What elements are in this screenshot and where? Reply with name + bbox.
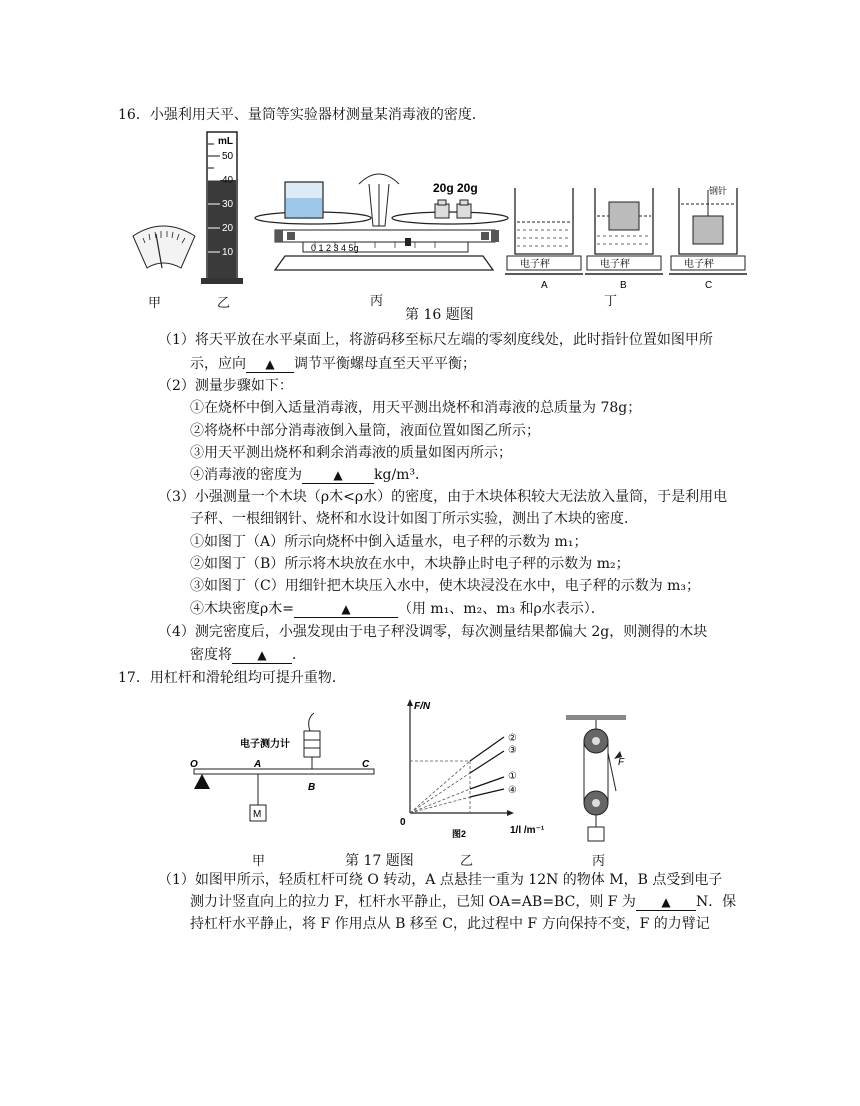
q16-p4a: （4）测完密度后，小强发现由于电子秤没调零，每次测量结果都偏大 2g，则测得的木块 — [158, 624, 708, 640]
graduated-cylinder — [201, 132, 243, 284]
q17-p1a: （1）如图甲所示，轻质杠杆可绕 O 转动，A 点悬挂一重为 12N 的物体 M，B 点受到电子 — [158, 872, 723, 888]
q16-p2: （2）测量步骤如下： — [158, 378, 293, 394]
q16-p3b: 子秤、一根细钢针、烧杯和水设计如图丁所示实验，测出了木块的密度． — [190, 511, 638, 527]
svg-text:O: O — [190, 759, 198, 770]
answer-blank: ▲ — [636, 894, 696, 911]
q17-label-bing: 丙 — [592, 854, 606, 869]
svg-text:10: 10 — [222, 247, 234, 258]
q16-p2-1: ①在烧杯中倒入适量消毒液，用天平测出烧杯和消毒液的总质量为 78g； — [190, 400, 642, 416]
svg-text:B: B — [308, 782, 316, 793]
q16-figure — [125, 130, 755, 312]
svg-text:50: 50 — [222, 151, 234, 162]
q17-title: 17．用杠杆和滑轮组均可提升重物． — [118, 670, 346, 686]
electronic-scales — [505, 185, 747, 291]
answer-blank: ▲ — [232, 647, 292, 664]
q16-label-jia: 甲 — [148, 296, 162, 311]
q16-p2-4: ④消毒液的密度为 ▲ kg/m³． — [190, 467, 430, 483]
answer-blank: ▲ — [246, 356, 294, 373]
svg-text:①: ① — [508, 771, 517, 782]
lever-diagram — [190, 713, 374, 821]
svg-text:电子秤: 电子秤 — [600, 259, 630, 270]
svg-text:电子秤: 电子秤 — [520, 259, 550, 270]
q16-p1b: 示，应向 ▲ 调节平衡螺母直至天平平衡； — [190, 356, 476, 372]
svg-text:钢针: 钢针 — [709, 186, 728, 196]
q16-p2-3: ③用天平测出烧杯和剩余消毒液的质量如图丙所示； — [190, 445, 512, 461]
svg-text:电子测力计: 电子测力计 — [240, 739, 290, 750]
svg-text:0: 0 — [400, 817, 406, 828]
q16-p3-4: ④木块密度ρ木= ▲ （用 m₁、m₂、m₃ 和ρ水表示）． — [190, 601, 605, 617]
force-graph — [400, 699, 545, 839]
svg-text:③: ③ — [508, 745, 517, 756]
q16-p3-1: ①如图丁（A）所示向烧杯中倒入适量水，电子秤的示数为 m₁； — [190, 534, 588, 550]
svg-text:40: 40 — [222, 175, 234, 186]
svg-text:②: ② — [508, 733, 517, 744]
q17-p1c: 持杠杆水平静止，将 F 作用点从 B 移至 C，此过程中 F 方向保持不变，F 的力臂记 — [190, 916, 710, 932]
svg-text:C: C — [362, 759, 370, 770]
balance — [255, 174, 508, 270]
svg-text:1/l /m⁻¹: 1/l /m⁻¹ — [510, 825, 545, 836]
svg-text:20g 20g: 20g 20g — [433, 181, 478, 195]
q16-p3-2: ②如图丁（B）所示将木块放在水中，木块静止时电子秤的示数为 m₂； — [190, 556, 630, 572]
svg-text:图2: 图2 — [452, 829, 467, 839]
q17-p1b: 测力计竖直向上的拉力 F，杠杆水平静止，已知 OA=AB=BC，则 F 为 ▲ N．保 — [190, 894, 737, 910]
svg-text:M: M — [253, 809, 262, 820]
q17-label-jia: 甲 — [252, 854, 266, 869]
q16-title: 16．小强利用天平、量筒等实验器材测量某消毒液的密度． — [118, 107, 486, 123]
q17-figure — [190, 695, 640, 855]
answer-blank: ▲ — [294, 601, 398, 618]
svg-text:F/N: F/N — [414, 701, 431, 712]
q16-p1a: （1）将天平放在水平桌面上，将游码移至标尺左端的零刻度线处，此时指针位置如图甲所 — [158, 332, 713, 348]
svg-text:④: ④ — [508, 785, 517, 796]
q17-caption: 第 17 题图 — [345, 853, 414, 869]
q16-label-yi: 乙 — [217, 296, 231, 311]
svg-text:F: F — [618, 757, 625, 768]
svg-text:电子秤: 电子秤 — [684, 259, 714, 270]
q16-label-bing: 丙 — [370, 294, 384, 309]
q16-p3a: （3）小强测量一个木块（ρ木<ρ水）的密度，由于木块体积较大无法放入量筒，于是利用电 — [158, 489, 728, 505]
q16-caption: 第 16 题图 — [405, 307, 474, 323]
q16-label-ding: 丁 — [604, 294, 618, 309]
answer-blank: ▲ — [302, 467, 374, 484]
svg-text:C: C — [705, 280, 713, 291]
pulley-system — [566, 715, 626, 841]
svg-text:20: 20 — [222, 223, 234, 234]
svg-text:A: A — [254, 759, 262, 770]
svg-text:0 1 2 3 4 5g: 0 1 2 3 4 5g — [311, 243, 359, 253]
svg-text:A: A — [541, 280, 548, 291]
pointer-dial — [133, 226, 195, 268]
q16-p3-3: ③如图丁（C）用细针把木块压入水中，使木块浸没在水中，电子秤的示数为 m₃； — [190, 578, 701, 594]
q17-label-yi: 乙 — [460, 854, 474, 869]
svg-text:30: 30 — [222, 199, 234, 210]
svg-text:B: B — [620, 280, 627, 291]
q16-p2-2: ②将烧杯中部分消毒液倒入量筒，液面位置如图乙所示； — [190, 423, 540, 439]
svg-text:mL: mL — [218, 136, 233, 147]
q16-p4b: 密度将 ▲ ． — [190, 647, 306, 663]
